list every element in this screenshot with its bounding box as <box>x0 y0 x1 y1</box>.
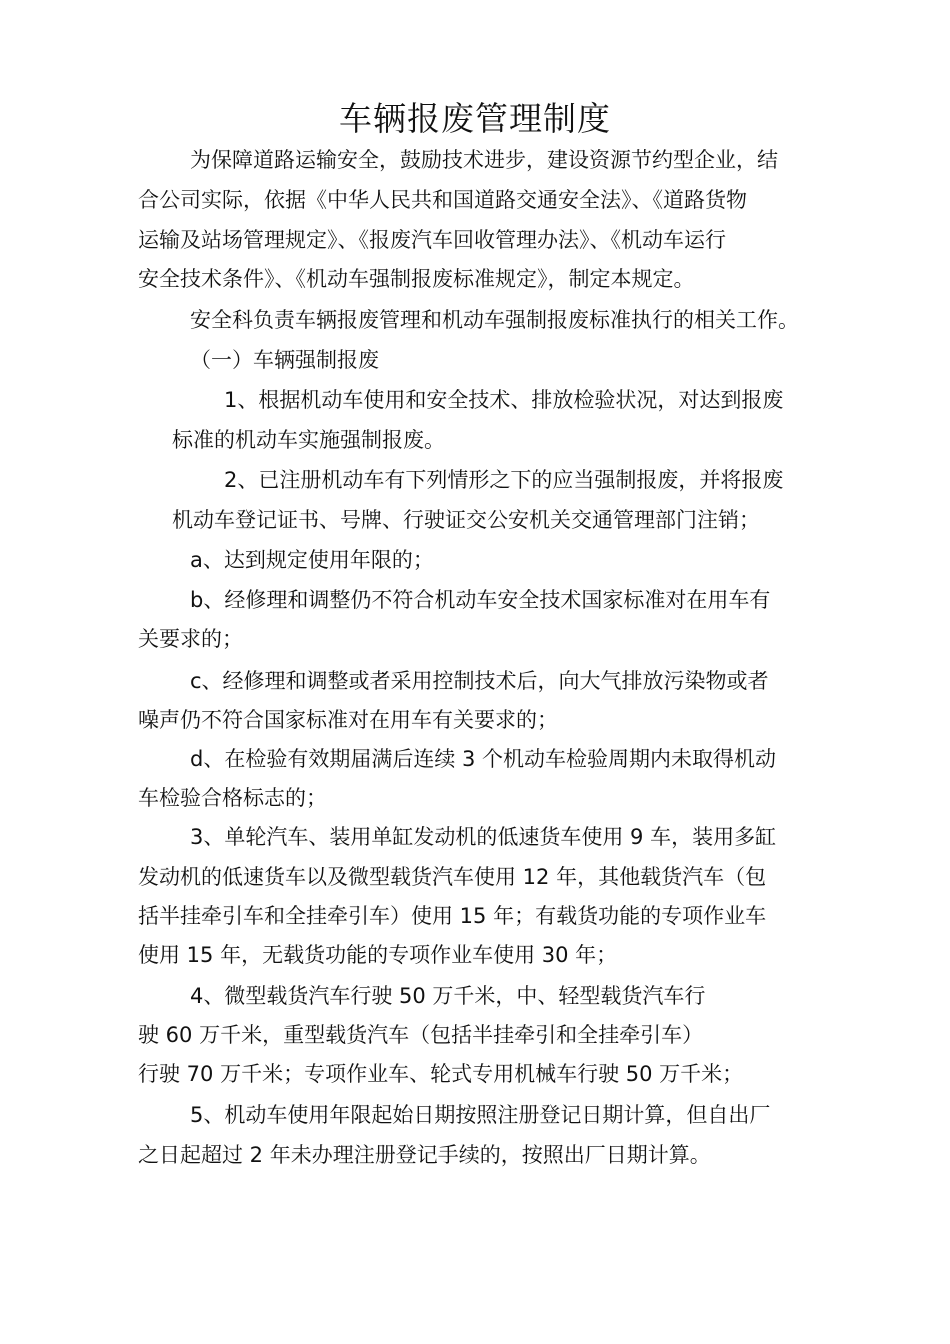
text-line: 行驶 70 万千米；专项作业车、轮式专用机械车行驶 50 万千米； <box>138 1062 744 1086</box>
text-line: 驶 60 万千米，重型载货汽车（包括半挂牵引和全挂牵引车） <box>138 1023 704 1047</box>
text-line: 使用 15 年，无载货功能的专项作业车使用 30 年； <box>138 943 618 967</box>
text-line: d、在检验有效期届满后连续 3 个机动车检验周期内未取得机动 <box>190 747 777 771</box>
text-line: 4、微型载货汽车行驶 50 万千米，中、轻型载货汽车行 <box>190 984 706 1008</box>
text-line: a、达到规定使用年限的； <box>190 548 434 572</box>
text-line: 2、已注册机动车有下列情形之下的应当强制报废，并将报废 <box>224 468 784 492</box>
text-line: 噪声仍不符合国家标准对在用车有关要求的； <box>138 708 558 732</box>
text-line: 合公司实际，依据《中华人民共和国道路交通安全法》、《道路货物 <box>138 188 747 212</box>
text-line: 标准的机动车实施强制报废。 <box>172 428 445 452</box>
text-line: 括半挂牵引车和全挂牵引车）使用 15 年；有载货功能的专项作业车 <box>138 904 767 928</box>
section-heading: （一）车辆强制报废 <box>190 348 379 372</box>
text-line: 1、根据机动车使用和安全技术、排放检验状况，对达到报废 <box>224 388 784 412</box>
text-line: 安全科负责车辆报废管理和机动车强制报废标准执行的相关工作。 <box>190 308 799 332</box>
text-line: b、经修理和调整仍不符合机动车安全技术国家标准对在用车有 <box>190 588 771 612</box>
text-line: c、经修理和调整或者采用控制技术后，向大气排放污染物或者 <box>190 669 769 693</box>
text-line: 车检验合格标志的； <box>138 786 327 810</box>
text-line: 3、单轮汽车、装用单缸发动机的低速货车使用 9 车，装用多缸 <box>190 825 777 849</box>
document-title: 车辆报废管理制度 <box>339 99 611 138</box>
text-line: 5、机动车使用年限起始日期按照注册登记日期计算，但自出厂 <box>190 1103 771 1127</box>
text-line: 为保障道路运输安全，鼓励技术进步，建设资源节约型企业，结 <box>190 148 778 172</box>
text-line: 安全技术条件》、《机动车强制报废标准规定》，制定本规定。 <box>138 267 695 291</box>
text-line: 之日起超过 2 年未办理注册登记手续的，按照出厂日期计算。 <box>138 1143 711 1167</box>
text-line: 运输及站场管理规定》、《报废汽车回收管理办法》、《机动车运行 <box>138 228 726 252</box>
text-line: 机动车登记证书、号牌、行驶证交公安机关交通管理部门注销； <box>172 508 760 532</box>
text-line: 发动机的低速货车以及微型载货汽车使用 12 年，其他载货汽车（包 <box>138 865 767 889</box>
text-line: 关要求的； <box>138 627 243 651</box>
